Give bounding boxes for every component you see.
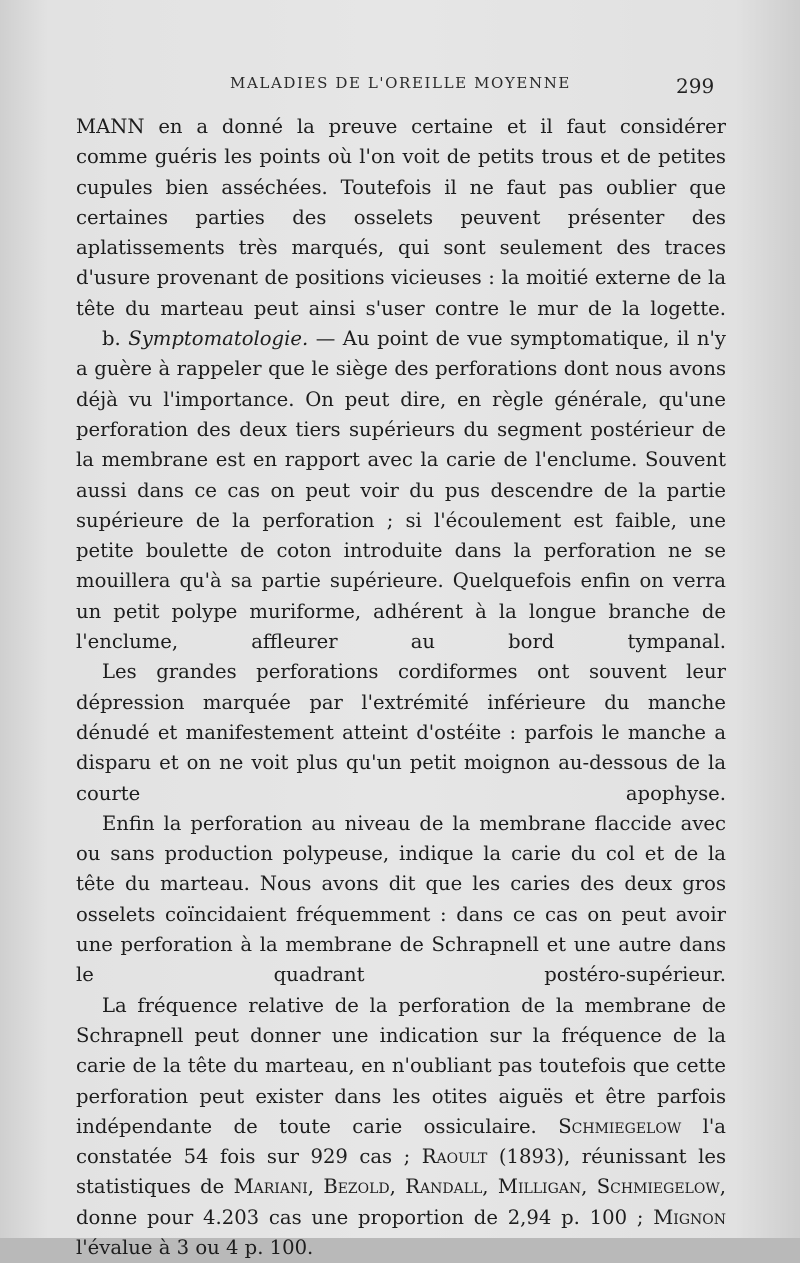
page-header	[0, 72, 800, 102]
paragraph-text: l'évalue à 3 ou 4 p. 100.	[76, 1235, 314, 1259]
author-name: Bezold	[323, 1175, 390, 1199]
paragraph-3	[76, 657, 726, 808]
author-name: Mariani	[233, 1175, 308, 1199]
paragraph-text: Enfin la perforation au niveau de la membrane flaccide avec ou sans production polypeuse, indique la carie du col et de la tête du marteau. Nous avons dit que les caries des deux gros osselets coïncidaient fréquemment : dans ce cas on peut avoir une perforation à la membrane de Schrapnell et une autre dans le quadrant postéro-supérieur.	[76, 811, 726, 987]
author-name: Mignon	[653, 1205, 726, 1229]
paragraph-text: Les grandes perforations cordiformes ont souvent leur dépression marquée par l'extrémité inférieure du manche dénudé et manifestement atteint d'ostéite : parfois le manche a disparu et on ne voit plus qu'un petit moignon au-dessous de la courte apophyse.	[76, 660, 726, 805]
paragraph-5	[76, 991, 726, 1263]
section-title: Symptomatologie.	[128, 327, 309, 351]
paragraph-text: l'a constatée 54 fois sur 929 cas ;	[76, 1114, 726, 1169]
paragraph-4	[76, 809, 726, 991]
author-name: Schmiegelow	[596, 1175, 720, 1199]
body-text	[76, 112, 726, 1263]
paragraph-text: (1893), réunissant les statistiques de	[76, 1145, 726, 1199]
author-name: MANN	[76, 115, 145, 138]
separator: ,	[482, 1175, 498, 1199]
paragraph-text: en a donné la preuve certaine et il faut considérer comme guéris les points où l'on voit de petits trous et de petites cupules bien asséchées. Toutefois il ne faut pas oublier que certaines parties des osselets peuvent présenter des aplatissements très marqués, qui sont seulement des traces d'usure provenant de positions vicieuses : la moitié externe de la tête du marteau peut ainsi s'user contre le mur de la logette.	[76, 115, 726, 320]
author-name: Randall	[405, 1175, 483, 1199]
author-name: Milligan	[497, 1175, 582, 1199]
page-number: 299	[676, 74, 715, 98]
paragraph-text: , donne pour 4.203 cas une proportion de 2,94 p. 100 ;	[76, 1175, 726, 1229]
paragraph-2	[76, 324, 726, 657]
paragraph-1	[76, 112, 726, 324]
running-title: MALADIES DE L'OREILLE MOYENNE	[230, 74, 571, 92]
author-name: Raoult	[421, 1145, 488, 1169]
paragraph-text: La fréquence relative de la perforation de la membrane de Schrapnell peut donner une indication sur la fréquence de la carie de la tête du marteau, en n'oubliant pas toutefois que cette perforation peut exister dans les otites aiguës et être parfois indépendante de toute carie ossiculaire.	[76, 993, 726, 1138]
paragraph-text: — Au point de vue symptomatique, il n'y a guère à rappeler que le siège des perforations dont nous avons déjà vu l'importance. On peut dire, en règle générale, qu'une perforation des deux tiers supérieurs du segment postérieur de la membrane est en rapport avec la carie de l'enclume. Souvent aussi dans ce cas on peut voir du pus descendre de la partie supérieure de la perforation ; si l'écoulement est faible, une petite boulette de coton introduite dans la perforation ne se mouillera qu'à sa partie supérieure. Quelquefois enfin on verra un petit polype muriforme, adhérent à la longue branche de l'enclume, affleurer au bord tympanal.	[76, 327, 726, 654]
section-label: b.	[102, 327, 121, 351]
separator: ,	[307, 1175, 324, 1199]
author-name: Schmiegelow	[558, 1114, 682, 1138]
separator: ,	[389, 1175, 406, 1199]
separator: ,	[581, 1175, 597, 1199]
